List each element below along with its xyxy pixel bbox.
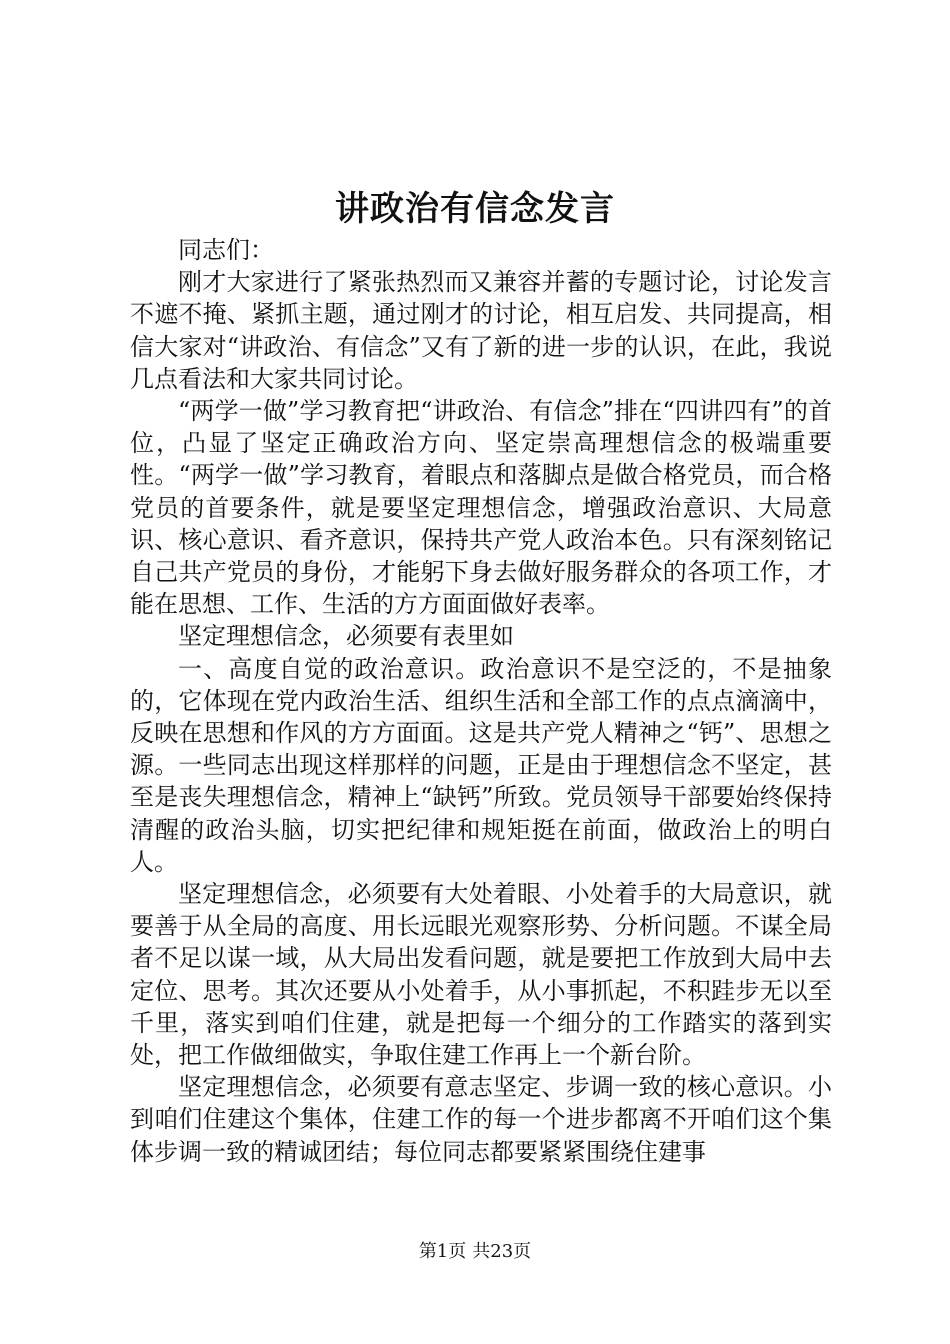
paragraph: “两学一做”学习教育把“讲政治、有信念”排在“四讲四有”的首位，凸显了坚定正确政治方向、坚定崇高理想信念的极端重要性。“两学一做”学习教育，着眼点和落脚点是做合格党员，而合格党员的首要条件，就是要坚定理想信念，增强政治意识、大局意识、核心意识、看齐意识，保持共产党人政治本色。只有深刻铭记自己共产党员的身份，才能躬下身去做好服务群众的各项工作，才能在思想、工作、生活的方方面面做好表率。 [130, 397, 832, 619]
paragraph: 坚定理想信念，必须要有表里如 [178, 622, 514, 651]
total-pages: 共23页 [472, 1241, 532, 1262]
paragraph: 刚才大家进行了紧张热烈而又兼容并蓄的专题讨论，讨论发言不遮不掩、紧抓主题，通过刚才的讨论，相互启发、共同提高，相信大家对“讲政治、有信念”又有了新的进一步的认识，在此，我说几点看法和大家共同讨论。 [130, 268, 832, 393]
paragraph-salutation: 同志们： [178, 236, 274, 264]
paragraph: 一、高度自觉的政治意识。政治意识不是空泛的，不是抽象的，它体现在党内政治生活、组织生活和全部工作的点点滴滴中，反映在思想和作风的方方面面。这是共产党人精神之“钙”、思想之源。一些同志出现这样那样的问题，正是由于理想信念不坚定，甚至是丧失理想信念，精神上“缺钙”所致。党员领导干部要始终保持清醒的政治头脑，切实把纪律和规矩挺在前面，做政治上的明白人。 [130, 654, 832, 876]
document-body [130, 234, 832, 1168]
page-footer [0, 1240, 950, 1264]
document-title: 讲政治有信念发言 [335, 189, 615, 229]
paragraph: 坚定理想信念，必须要有大处着眼、小处着手的大局意识，就要善于从全局的高度、用长远眼光观察形势、分析问题。不谋全局者不足以谋一域，从大局出发看问题，就是要把工作放到大局中去定位、思考。其次还要从小处着手，从小事抓起，不积跬步无以至千里，落实到咱们住建，就是把每一个细分的工作踏实的落到实处，把工作做细做实，争取住建工作再上一个新台阶。 [130, 880, 832, 1070]
page-number: 第1页 [418, 1241, 467, 1262]
paragraph: 坚定理想信念，必须要有意志坚定、步调一致的核心意识。小到咱们住建这个集体，住建工作的每一个进步都离不开咱们这个集体步调一致的精诚团结；每位同志都要紧紧围绕住建事 [130, 1073, 832, 1166]
